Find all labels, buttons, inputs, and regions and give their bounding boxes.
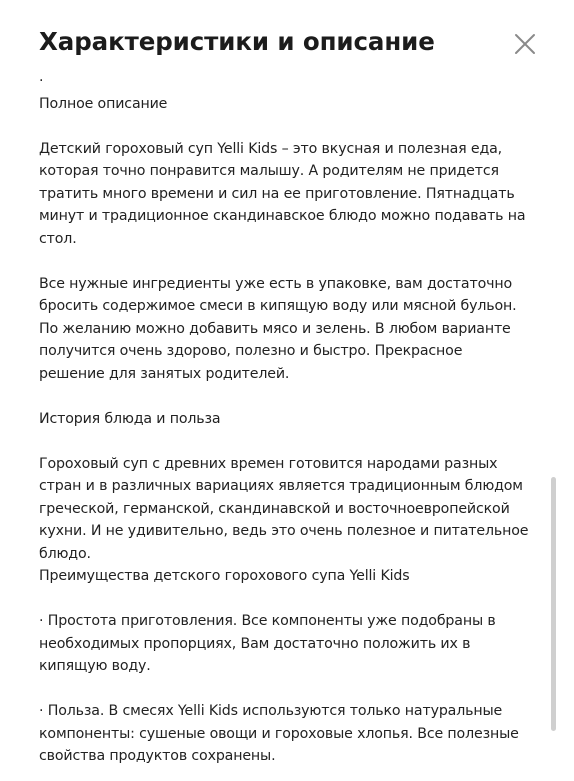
text-line: необходимых пропорциях, Вам достаточно положить их в xyxy=(39,635,471,652)
paragraph-gap xyxy=(39,115,539,138)
text-line: кухни. И не удивительно, ведь это очень полезное и питательное xyxy=(39,523,529,539)
close-button[interactable] xyxy=(510,29,540,59)
text-line: греческой, германской, скандинавской и восточноевропейской xyxy=(39,500,510,517)
text-line: Детский гороховый суп Yelli Kids – это вкусная и полезная еда, xyxy=(39,140,503,157)
text-line: Гороховый суп с древних времен готовится народами разных xyxy=(39,455,498,472)
text-line: стран и в различных вариациях является традиционным блюдом xyxy=(39,478,523,494)
paragraph-gap xyxy=(39,430,539,453)
text-line: Полное описание xyxy=(39,95,168,112)
text-line: История блюда и польза xyxy=(39,410,221,427)
text-line: которая точно понравится малышу. А родителям не придется xyxy=(39,163,499,179)
text-line: минут и традиционное скандинавское блюдо можно подавать на xyxy=(39,208,526,224)
text-line: тратить много времени и сил на ее приготовление. Пятнадцать xyxy=(39,185,515,202)
text-line-top-dot: · xyxy=(39,73,44,89)
paragraph-gap xyxy=(39,250,539,273)
paragraph-gap xyxy=(39,588,539,611)
text-line: получится очень здорово, полезно и быстро. Прекрасное xyxy=(39,343,463,359)
text-line: · Простота приготовления. Все компоненты уже подобраны в xyxy=(39,613,496,629)
text-line: · Польза. В смесях Yelli Kids используются только натуральные xyxy=(39,703,503,719)
paragraph-gap xyxy=(39,678,539,701)
text-line: Преимущества детского горохового супа Yelli Kids xyxy=(39,568,410,584)
text-line: По желанию можно добавить мясо и зелень. В любом варианте xyxy=(39,320,511,337)
text-line: бросить содержимое смеси в кипящую воду или мясной бульон. xyxy=(39,298,517,314)
text-line: Все нужные ингредиенты уже есть в упаковке, вам достаточно xyxy=(39,275,512,292)
text-line: блюдо. xyxy=(39,545,91,562)
description-text xyxy=(39,93,539,768)
text-line: свойства продуктов сохранены. xyxy=(39,748,276,764)
text-line: стол. xyxy=(39,230,77,247)
close-icon xyxy=(510,29,540,59)
scrollbar-thumb[interactable] xyxy=(551,477,556,731)
description-scroll-area[interactable] xyxy=(39,70,539,781)
modal-title: Характеристики и описание xyxy=(39,27,435,56)
text-line: кипящую воду. xyxy=(39,658,151,674)
text-line: компоненты: сушеные овощи и гороховые хлопья. Все полезные xyxy=(39,725,519,742)
paragraph-gap xyxy=(39,385,539,408)
text-line: решение для занятых родителей. xyxy=(39,365,290,382)
